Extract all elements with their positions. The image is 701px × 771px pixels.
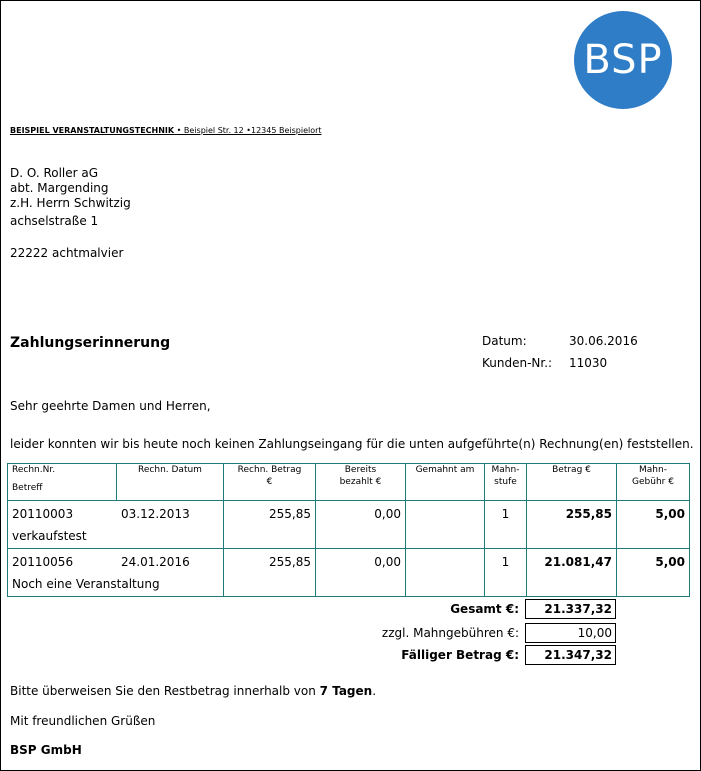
header-amount-line1: Rechn. Betrag	[237, 465, 302, 475]
date-label: Datum:	[482, 334, 527, 348]
recipient-address	[10, 166, 131, 229]
recipient-line-4: achselstraße 1	[10, 214, 99, 228]
row-1-invoice-number: 20110003	[12, 507, 74, 521]
header-level-line1: Mahn-	[491, 465, 520, 475]
sender-line	[10, 126, 322, 135]
row-2-reminder-level: 1	[485, 549, 527, 597]
fees-value: 10,00	[525, 623, 616, 643]
header-invoice-number	[8, 464, 117, 501]
header-paid-line1: Bereits	[344, 465, 377, 475]
payment-instruction-end: .	[372, 684, 377, 698]
row-2-invoice-amount: 255,85	[224, 549, 316, 597]
sender-name: BEISPIEL VERANSTALTUNGSTECHNIK	[10, 126, 175, 135]
row-2-reminded-on	[406, 549, 485, 597]
header-fee-line2: Gebühr €	[632, 477, 674, 487]
header-amount-line2: €	[266, 477, 273, 487]
row-2-invoice-number: 20110056	[12, 555, 74, 569]
date-value: 30.06.2016	[569, 334, 638, 348]
row-1-info	[8, 501, 224, 549]
row-1-amount: 255,85	[527, 501, 617, 549]
payment-instruction-text: Bitte überweisen Sie den Restbetrag innerhalb von	[10, 684, 320, 698]
header-level-line2: stufe	[494, 477, 517, 487]
row-1-reminder-level: 1	[485, 501, 527, 549]
table-row	[8, 501, 690, 549]
payment-days: 7 Tagen	[319, 684, 373, 698]
amount-due-label: Fälliger Betrag €:	[401, 648, 519, 662]
row-1-invoice-amount: 255,85	[224, 501, 316, 549]
row-1-reminded-on	[406, 501, 485, 549]
header-invoice-date: Rechn. Datum	[117, 464, 224, 501]
row-1-already-paid: 0,00	[316, 501, 406, 549]
salutation: Sehr geehrte Damen und Herren,	[10, 399, 211, 413]
row-2-already-paid: 0,00	[316, 549, 406, 597]
table-header-row	[8, 464, 690, 501]
header-amount: Betrag €	[527, 464, 617, 501]
fees-label: zzgl. Mahngebühren €:	[381, 626, 519, 640]
payment-instruction	[10, 684, 376, 698]
closing-greeting: Mit freundlichen Grüßen	[10, 714, 156, 728]
signature: BSP GmbH	[10, 743, 82, 757]
recipient-line-1: D. O. Roller aG	[10, 166, 99, 180]
header-betreff-text: Betreff	[12, 483, 43, 493]
logo-text: BSP	[583, 37, 663, 83]
total-value: 21.337,32	[525, 599, 616, 619]
document-title: Zahlungserinnerung	[10, 335, 171, 351]
row-2-invoice-date: 24.01.2016	[121, 555, 190, 569]
row-2-subject: Noch eine Veranstaltung	[12, 577, 160, 591]
recipient-line-2: abt. Margending	[10, 181, 109, 195]
row-1-subject: verkaufstest	[12, 529, 87, 543]
recipient-line-5: 22222 achtmalvier	[10, 246, 124, 260]
amount-due-value: 21.347,32	[525, 645, 616, 665]
row-1-invoice-date: 03.12.2013	[121, 507, 190, 521]
header-invoice-amount	[224, 464, 316, 501]
header-nr-text: Rechn.Nr.	[12, 465, 56, 475]
table-row	[8, 549, 690, 597]
customer-number-label: Kunden-Nr.:	[482, 356, 553, 370]
row-2-amount: 21.081,47	[527, 549, 617, 597]
row-2-info	[8, 549, 224, 597]
header-reminder-fee	[617, 464, 690, 501]
recipient-line-3: z.H. Herrn Schwitzig	[10, 196, 131, 210]
row-1-reminder-fee: 5,00	[617, 501, 690, 549]
intro-text: leider konnten wir bis heute noch keinen Zahlungseingang für die unten aufgeführte(n) Rechnung(en) feststellen.	[10, 437, 694, 451]
sender-address: • Beispiel Str. 12 •12345 Beispielort	[176, 126, 322, 135]
header-fee-line1: Mahn-	[639, 465, 667, 475]
header-reminded-on: Gemahnt am	[406, 464, 485, 501]
total-label: Gesamt €:	[450, 602, 519, 616]
customer-number-value: 11030	[569, 356, 608, 370]
header-paid-line2: bezahlt €	[339, 477, 382, 487]
row-2-reminder-fee: 5,00	[617, 549, 690, 597]
invoice-table	[7, 463, 690, 597]
header-reminder-level	[485, 464, 527, 501]
header-already-paid	[316, 464, 406, 501]
company-logo	[574, 11, 672, 109]
